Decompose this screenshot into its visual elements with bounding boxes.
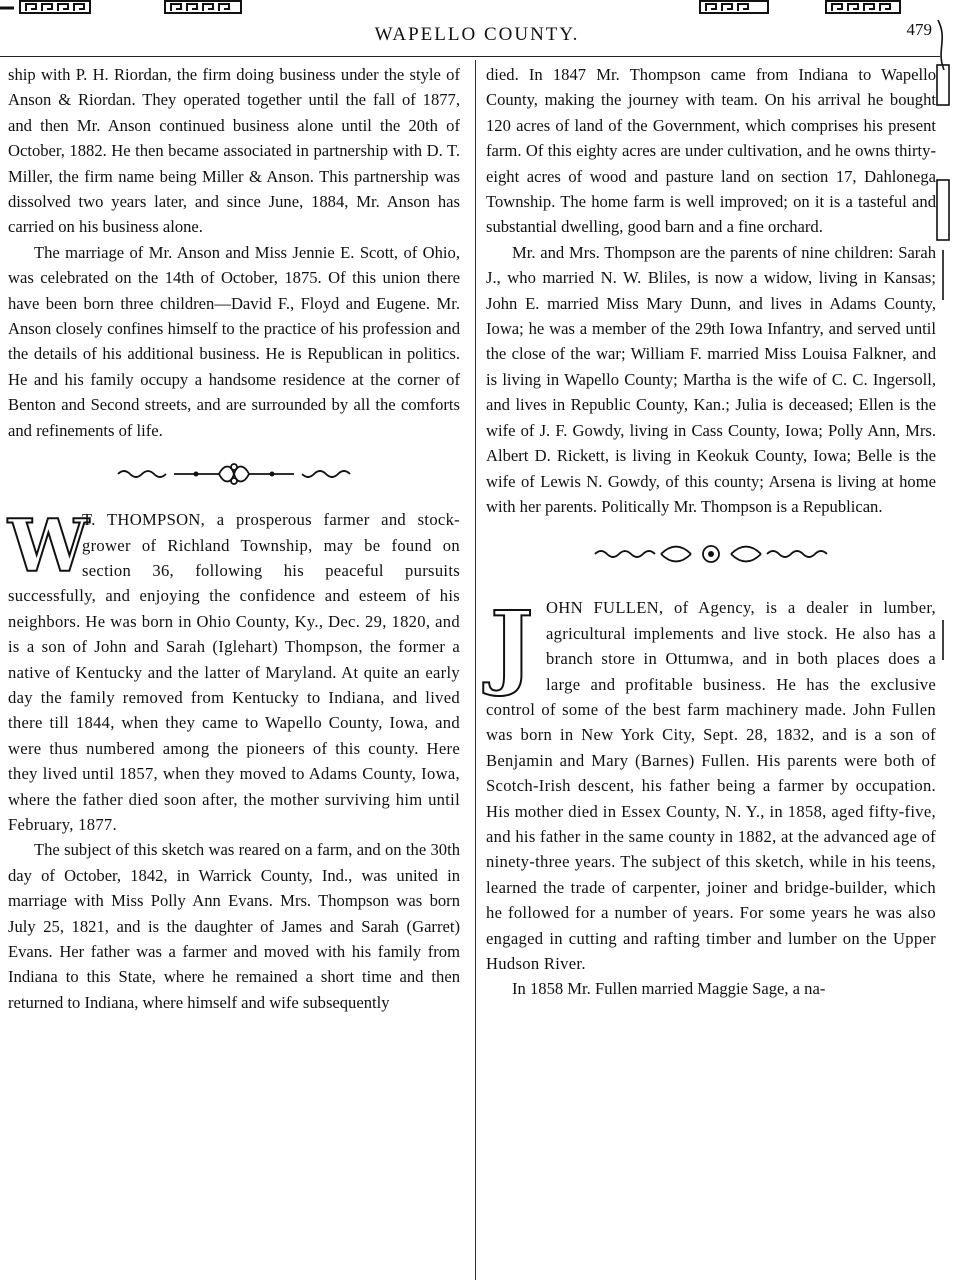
page-title: WAPELLO COUNTY. <box>374 24 580 45</box>
thompson-continued-2: Mr. and Mrs. Thompson are the parents of nine children: Sarah J., who married N. W. Bliles, is now a widow, living in Kansas; John E. married Miss Mary Dunn, and lives in Adams County, Iowa; he was a member of the 29th Iowa Infantry, and served until the close of the war; William F. married Miss Louisa Falkner, and is living in Wapello County; Martha is the wife of C. C. Ingersoll, and lives in Republic County, Kan.; Julia is deceased; Ellen is the wife of J. F. Gowdy, living in Cass County, Iowa; Polly Ann, Mrs. Albert D. Rickett, is living in Keokuk County, Iowa; Belle is the wife of Lewis N. Gowdy, of this county; Arsena is living at home with her parents. Politically Mr. Thompson is a Republican. <box>486 242 936 516</box>
svg-text:W: W <box>8 503 89 589</box>
fullen-entry <box>486 591 936 1002</box>
vine-border-icon <box>934 20 952 1260</box>
fullen-name: OHN FULLEN, <box>546 598 664 618</box>
thompson-entry <box>8 503 460 1015</box>
thompson-name: T. THOMPSON, <box>82 510 206 530</box>
greek-key-border-icon <box>0 0 954 18</box>
dropcap-w-icon <box>8 503 89 589</box>
thompson-paragraph-2: The subject of this sketch was reared on a farm, and on the 30th day of October, 1842, in Warrick County, Ind., was united in marriage with Miss Polly Ann Evans. Mrs. Thompson was born July 25, 1821, and is the daughter of James and Sarah (Garret) Evans. Her father was a farmer and moved with his family from Indiana to this State, where he remained a short time and then returned to Indiana, where himself and wife subsequently <box>8 840 460 1012</box>
fullen-paragraph-2: In 1858 Mr. Fullen married Maggie Sage, a na- <box>512 979 826 999</box>
thompson-continued-1: died. In 1847 Mr. Thompson came from Indiana to Wapello County, making the journey with team. On his arrival he bought 120 acres of land of the Government, which comprises his present farm. Of this eighty acres are under cultivation, and he owns thirty-eight acres of wood and pasture land on section 17, Dahlonega Township. The home farm is well improved; on it is a tasteful and substantial dwelling, good barn and a fine orchard. <box>486 65 936 237</box>
anson-paragraph-2: The marriage of Mr. Anson and Miss Jennie E. Scott, of Ohio, was celebrated on the 14th of October, 1875. Of this union there have been born three children—David F., Floyd and Eugene. Mr. Anson closely confines himself to the practice of his profession and the details of his additional business. He is Republican in politics. He and his family occupy a handsome residence at the corner of Benton and Second streets, and are surrounded by all the comforts and refinements of life. <box>8 242 460 440</box>
column-divider <box>475 60 476 1280</box>
header-rule <box>0 56 940 57</box>
running-header <box>0 20 954 54</box>
floral-divider-icon <box>591 539 831 569</box>
anson-paragraph-1: ship with P. H. Riordan, the firm doing business under the style of Anson & Riordan. They operated together until the fall of 1877, and then Mr. Anson continued business alone until the 20th of October, 1882. He then became associated in partnership with D. T. Miller, the firm name being Miller & Anson. This partnership was dissolved two years later, and since June, 1884, Mr. Anson has carried on his business alone. <box>8 65 460 237</box>
left-column <box>8 62 460 1015</box>
right-column <box>486 62 936 1002</box>
svg-text:J: J <box>490 591 534 700</box>
page-number: 479 <box>906 20 932 39</box>
dropcap-j-icon <box>486 591 536 700</box>
thompson-paragraph-1: a prosperous farmer and stock-grower of Richland Township, may be found on section 36, following his peaceful pursuits successfully, and enjoying the confidence and esteem of his neighbors. He was born in Ohio County, Ky., Dec. 29, 1820, and is a son of John and Sarah (Iglehart) Thompson, the former a native of Kentucky and the latter of Maryland. At quite an early day the family removed from Kentucky to Indiana, and lived there till 1844, when they came to Wapello County, Iowa, and were thus numbered among the pioneers of this county. Here they lived until 1857, when they moved to Adams County, Iowa, where the father died soon after, the mother surviving him until February, 1877. <box>8 510 460 834</box>
fullen-paragraph-1: of Agency, is a dealer in lumber, agricultural implements and live stock. He also has a branch store in Ottumwa, and in both places does a large and profitable business. He has the exclusive control of some of the best farm machinery made. John Fullen was born in New York City, Sept. 28, 1832, and is a son of Benjamin and Mary (Barnes) Fullen. His parents were both of Scotch-Irish descent, his father being a farmer by occupation. His mother died in Essex County, N. Y., in 1858, aged fifty-five, and his father in the same county in 1882, at the advanced age of ninety-three years. The subject of this sketch, while in his teens, learned the trade of carpenter, joiner and bridge-builder, which he followed for a number of years. For some years he was also engaged in cutting and rafting timber and lumber on the Upper Hudson River. <box>486 598 936 973</box>
floral-divider-icon <box>114 459 354 489</box>
